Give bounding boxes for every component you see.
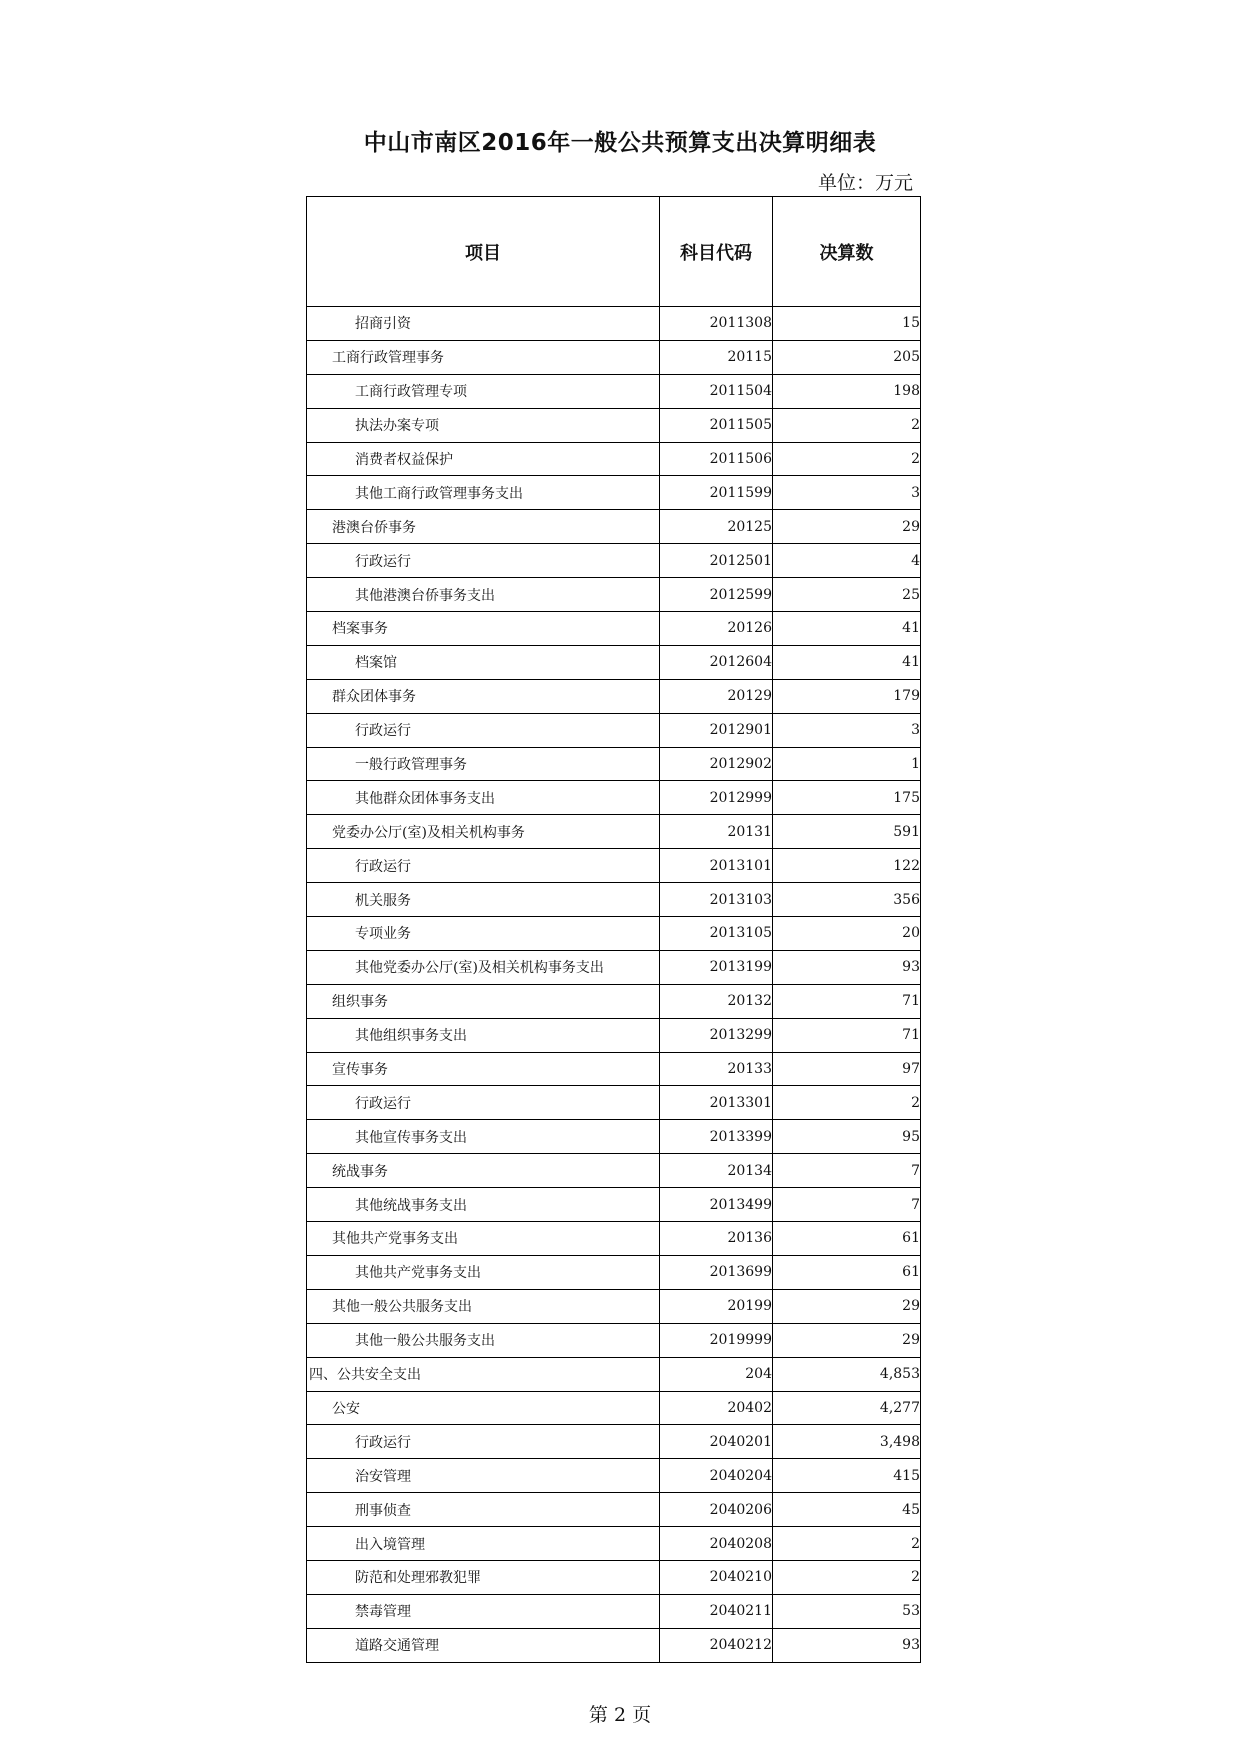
page-title: 中山市南区2016年一般公共预算支出决算明细表	[363, 130, 877, 156]
table-row	[307, 713, 921, 747]
row-final-amount: 179	[773, 679, 921, 713]
row-subject-code: 2011308	[660, 307, 773, 341]
row-final-amount: 45	[773, 1493, 921, 1527]
row-item-name: 工商行政管理事务	[307, 340, 660, 374]
row-item-name: 港澳台侨事务	[307, 510, 660, 544]
row-item-name: 行政运行	[307, 544, 660, 578]
row-item-name: 其他统战事务支出	[307, 1188, 660, 1222]
row-item-name: 档案馆	[307, 645, 660, 679]
row-item-name: 行政运行	[307, 849, 660, 883]
row-subject-code: 2013399	[660, 1120, 773, 1154]
row-subject-code: 2019999	[660, 1323, 773, 1357]
row-item-name: 党委办公厅(室)及相关机构事务	[307, 815, 660, 849]
row-item-name: 宣传事务	[307, 1052, 660, 1086]
table-row	[307, 442, 921, 476]
table-row	[307, 510, 921, 544]
table-row	[307, 1459, 921, 1493]
row-subject-code: 20133	[660, 1052, 773, 1086]
row-subject-code: 2013499	[660, 1188, 773, 1222]
page-number: 第 2 页	[588, 1704, 652, 1726]
row-subject-code: 2012604	[660, 645, 773, 679]
table-row	[307, 849, 921, 883]
row-final-amount: 53	[773, 1594, 921, 1628]
row-subject-code: 2013199	[660, 950, 773, 984]
row-subject-code: 2040208	[660, 1527, 773, 1561]
row-final-amount: 61	[773, 1255, 921, 1289]
table-row	[307, 1154, 921, 1188]
row-final-amount: 61	[773, 1222, 921, 1256]
table-row	[307, 917, 921, 951]
row-final-amount: 41	[773, 612, 921, 646]
row-subject-code: 2040201	[660, 1425, 773, 1459]
row-item-name: 其他共产党事务支出	[307, 1222, 660, 1256]
table-row	[307, 950, 921, 984]
row-item-name: 其他一般公共服务支出	[307, 1289, 660, 1323]
row-item-name: 群众团体事务	[307, 679, 660, 713]
row-item-name: 道路交通管理	[307, 1628, 660, 1662]
table-row	[307, 340, 921, 374]
table-header-row	[307, 197, 921, 307]
row-final-amount: 198	[773, 374, 921, 408]
row-final-amount: 591	[773, 815, 921, 849]
row-item-name: 其他港澳台侨事务支出	[307, 578, 660, 612]
table-row	[307, 1357, 921, 1391]
row-final-amount: 2	[773, 442, 921, 476]
table-row	[307, 984, 921, 1018]
row-subject-code: 2040204	[660, 1459, 773, 1493]
row-subject-code: 20131	[660, 815, 773, 849]
row-item-name: 其他工商行政管理事务支出	[307, 476, 660, 510]
table-row	[307, 815, 921, 849]
table-row	[307, 544, 921, 578]
table-row	[307, 374, 921, 408]
table-row	[307, 1188, 921, 1222]
table-row	[307, 1052, 921, 1086]
row-subject-code: 2013101	[660, 849, 773, 883]
row-final-amount: 2	[773, 408, 921, 442]
row-subject-code: 2013299	[660, 1018, 773, 1052]
row-item-name: 执法办案专项	[307, 408, 660, 442]
row-subject-code: 2013699	[660, 1255, 773, 1289]
row-subject-code: 2040210	[660, 1560, 773, 1594]
row-item-name: 统战事务	[307, 1154, 660, 1188]
row-final-amount: 71	[773, 984, 921, 1018]
row-final-amount: 2	[773, 1086, 921, 1120]
row-subject-code: 2013103	[660, 883, 773, 917]
row-item-name: 其他一般公共服务支出	[307, 1323, 660, 1357]
row-subject-code: 20125	[660, 510, 773, 544]
table-row	[307, 883, 921, 917]
table-body	[307, 307, 921, 1663]
table-row	[307, 679, 921, 713]
header-name: 项目	[307, 197, 660, 307]
table-row	[307, 408, 921, 442]
unit-label: 单位：万元	[817, 172, 913, 194]
row-subject-code: 2011506	[660, 442, 773, 476]
row-item-name: 禁毒管理	[307, 1594, 660, 1628]
row-subject-code: 2013301	[660, 1086, 773, 1120]
row-item-name: 公安	[307, 1391, 660, 1425]
row-item-name: 其他组织事务支出	[307, 1018, 660, 1052]
row-final-amount: 3,498	[773, 1425, 921, 1459]
row-subject-code: 20136	[660, 1222, 773, 1256]
row-item-name: 组织事务	[307, 984, 660, 1018]
row-subject-code: 2012501	[660, 544, 773, 578]
row-item-name: 档案事务	[307, 612, 660, 646]
row-subject-code: 2011505	[660, 408, 773, 442]
table-row	[307, 1425, 921, 1459]
row-final-amount: 4	[773, 544, 921, 578]
table-row	[307, 1493, 921, 1527]
row-final-amount: 95	[773, 1120, 921, 1154]
table-row	[307, 1628, 921, 1662]
row-final-amount: 7	[773, 1188, 921, 1222]
row-final-amount: 122	[773, 849, 921, 883]
row-final-amount: 3	[773, 476, 921, 510]
header-amount: 决算数	[773, 197, 921, 307]
row-subject-code: 20134	[660, 1154, 773, 1188]
row-final-amount: 2	[773, 1560, 921, 1594]
table-row	[307, 1594, 921, 1628]
row-final-amount: 71	[773, 1018, 921, 1052]
row-subject-code: 20126	[660, 612, 773, 646]
row-final-amount: 7	[773, 1154, 921, 1188]
row-subject-code: 2011504	[660, 374, 773, 408]
row-final-amount: 4,853	[773, 1357, 921, 1391]
table-row	[307, 1120, 921, 1154]
table-row	[307, 1086, 921, 1120]
row-final-amount: 29	[773, 1323, 921, 1357]
row-item-name: 消费者权益保护	[307, 442, 660, 476]
row-subject-code: 20132	[660, 984, 773, 1018]
row-subject-code: 2012901	[660, 713, 773, 747]
row-subject-code: 204	[660, 1357, 773, 1391]
row-item-name: 一般行政管理事务	[307, 747, 660, 781]
table-row	[307, 1527, 921, 1561]
table-row	[307, 1222, 921, 1256]
table-row	[307, 578, 921, 612]
row-final-amount: 356	[773, 883, 921, 917]
table-row	[307, 1255, 921, 1289]
row-item-name: 工商行政管理专项	[307, 374, 660, 408]
row-item-name: 招商引资	[307, 307, 660, 341]
table-row	[307, 1391, 921, 1425]
row-subject-code: 2040206	[660, 1493, 773, 1527]
row-final-amount: 3	[773, 713, 921, 747]
row-item-name: 其他宣传事务支出	[307, 1120, 660, 1154]
row-item-name: 其他共产党事务支出	[307, 1255, 660, 1289]
table-row	[307, 1289, 921, 1323]
row-subject-code: 2012999	[660, 781, 773, 815]
row-subject-code: 2011599	[660, 476, 773, 510]
row-item-name: 治安管理	[307, 1459, 660, 1493]
row-subject-code: 20402	[660, 1391, 773, 1425]
row-subject-code: 20199	[660, 1289, 773, 1323]
row-final-amount: 93	[773, 1628, 921, 1662]
row-item-name: 其他群众团体事务支出	[307, 781, 660, 815]
row-item-name: 行政运行	[307, 713, 660, 747]
row-final-amount: 2	[773, 1527, 921, 1561]
row-final-amount: 41	[773, 645, 921, 679]
row-item-name: 专项业务	[307, 917, 660, 951]
table-row	[307, 1560, 921, 1594]
row-item-name: 四、公共安全支出	[307, 1357, 660, 1391]
table-row	[307, 645, 921, 679]
table-row	[307, 1018, 921, 1052]
row-subject-code: 2013105	[660, 917, 773, 951]
row-final-amount: 175	[773, 781, 921, 815]
row-subject-code: 2040212	[660, 1628, 773, 1662]
row-final-amount: 25	[773, 578, 921, 612]
table-row	[307, 307, 921, 341]
row-final-amount: 29	[773, 1289, 921, 1323]
row-final-amount: 15	[773, 307, 921, 341]
table-row	[307, 612, 921, 646]
row-final-amount: 1	[773, 747, 921, 781]
row-item-name: 其他党委办公厅(室)及相关机构事务支出	[307, 950, 660, 984]
row-subject-code: 20129	[660, 679, 773, 713]
row-final-amount: 205	[773, 340, 921, 374]
row-item-name: 防范和处理邪教犯罪	[307, 1560, 660, 1594]
row-subject-code: 2040211	[660, 1594, 773, 1628]
row-subject-code: 20115	[660, 340, 773, 374]
table-row	[307, 476, 921, 510]
row-item-name: 出入境管理	[307, 1527, 660, 1561]
row-final-amount: 20	[773, 917, 921, 951]
row-item-name: 行政运行	[307, 1086, 660, 1120]
row-final-amount: 4,277	[773, 1391, 921, 1425]
row-final-amount: 97	[773, 1052, 921, 1086]
row-final-amount: 415	[773, 1459, 921, 1493]
header-code: 科目代码	[660, 197, 773, 307]
table-row	[307, 747, 921, 781]
row-item-name: 行政运行	[307, 1425, 660, 1459]
row-item-name: 机关服务	[307, 883, 660, 917]
row-subject-code: 2012599	[660, 578, 773, 612]
row-final-amount: 93	[773, 950, 921, 984]
row-final-amount: 29	[773, 510, 921, 544]
table-row	[307, 781, 921, 815]
row-item-name: 刑事侦查	[307, 1493, 660, 1527]
budget-table	[306, 196, 921, 1663]
row-subject-code: 2012902	[660, 747, 773, 781]
table-row	[307, 1323, 921, 1357]
